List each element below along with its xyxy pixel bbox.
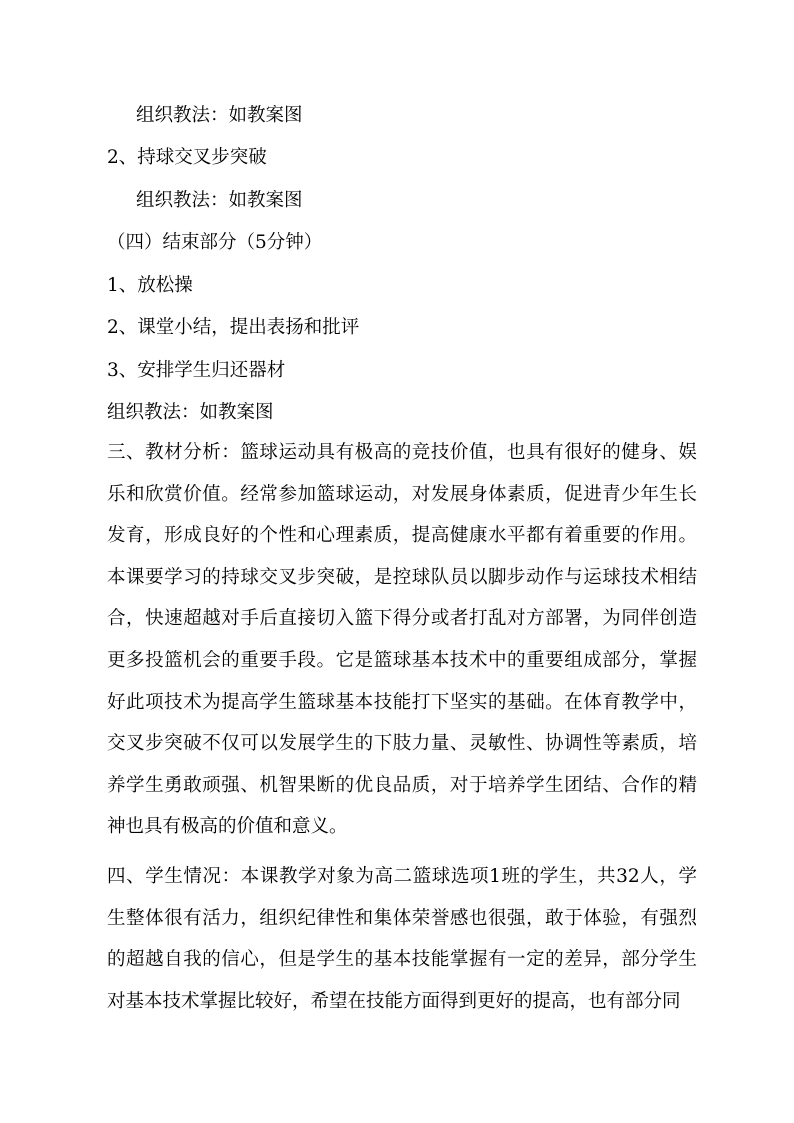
paragraph-student-situation: 四、学生情况：本课教学对象为高二篮球选项1班的学生，共32人，学生整体很有活力，组织纪律性和集体荣誉感也很强，敢于体验，有强烈的超越自我的信心，但是学生的基本技能掌握有一定的差异，部分学生对基本技术掌握比较好，希望在技能方面得到更好的提高，也有部分同 [107, 866, 697, 1012]
org-method-line-2: 组织教法：如教案图 [136, 190, 303, 211]
item-crossover-breakthrough: 2、持球交叉步突破 [107, 147, 267, 168]
paragraph-material-analysis: 三、教材分析：篮球运动具有极高的竞技价值，也具有很好的健身、娱乐和欣赏价值。经常参加篮球运动，对发展身体素质，促进青少年生长发育，形成良好的个性和心理素质，提高健康水平都有着重要的作用。本课要学习的持球交叉步突破，是控球队员以脚步动作与运球技术相结合，快速超越对手后直接切入篮下得分或者打乱对方部署，为同伴创造更多投篮机会的重要手段。它是篮球基本技术中的重要组成部分，掌握好此项技术为提高学生篮球基本技能打下坚实的基础。在体育教学中，交叉步突破不仅可以发展学生的下肢力量、灵敏性、协调性等素质，培养学生勇敢顽强、机智果断的优良品质，对于培养学生团结、合作的精神也具有极高的价值和意义。 [107, 442, 697, 838]
section-heading-ending: （四）结束部分（5分钟） [107, 232, 323, 253]
item-return-equipment: 3、安排学生归还器材 [107, 360, 286, 381]
item-relaxation: 1、放松操 [107, 275, 193, 296]
item-class-summary: 2、课堂小结，提出表扬和批评 [107, 317, 360, 338]
org-method-line-1: 组织教法：如教案图 [136, 105, 303, 126]
org-method-line-3: 组织教法：如教案图 [107, 402, 274, 423]
